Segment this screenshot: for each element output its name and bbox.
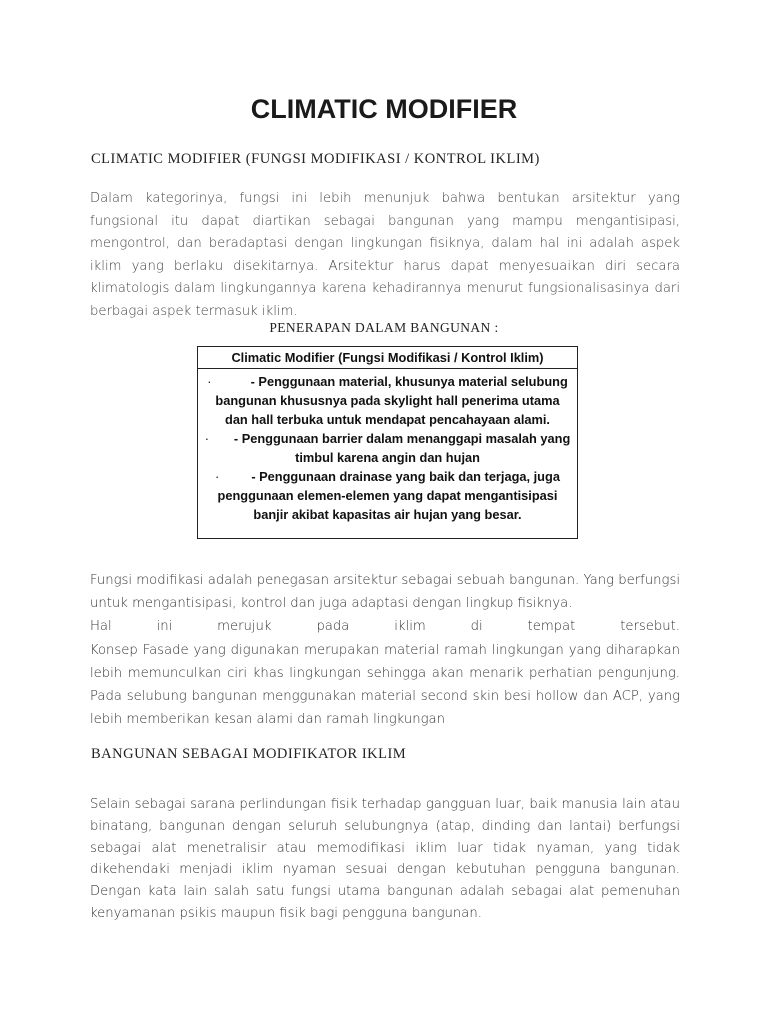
section-heading-modifikator: BANGUNAN SEBAGAI MODIFIKATOR IKLIM: [91, 746, 407, 762]
paragraph-selain: Selain sebagai sarana perlindungan fisik terhadap gangguan luar, baik manusia lain atau binatang, bangunan dengan seluruh selubungnya (atap, dinding dan lantai) berfungsi sebagai alat menetralisir atau memodifikasi iklim luar tidak nyaman, yang tidak dikehendaki menjadi iklim nyaman sesuai dengan kebutuhan pengguna bangunan. Dengan kata lain salah satu fungsi utama bangunan adalah sebagai alat pemenuhan kenyamanan psikis maupun fisik bagi pengguna bangunan.: [90, 797, 680, 921]
paragraph-line: Fungsi modifikasi adalah penegasan arsitektur sebagai sebuah bangunan. Yang berfungsi untuk mengantisipasi, kontrol dan juga adaptasi dengan lingkup fisiknya.: [90, 573, 680, 612]
word: di: [470, 619, 483, 635]
page-title: CLIMATIC MODIFIER: [250, 94, 518, 124]
bullet-icon: ·: [207, 374, 212, 389]
word: tersebut.: [620, 619, 680, 635]
paragraph-fungsi-modifikasi: [90, 569, 680, 731]
penerapan-label: PENERAPAN DALAM BANGUNAN :: [269, 320, 499, 335]
table-header: Climatic Modifier (Fungsi Modifikasi / Kontrol Iklim): [198, 347, 577, 369]
table-item-text: - Penggunaan barrier dalam menanggapi masalah yang timbul karena angin dan hujan: [233, 431, 571, 465]
table-item-text: - Penggunaan material, khusunya material selubung bangunan khususnya pada skylight hall penerima utama dan hall terbuka untuk mendapat pencahayaan alami.: [215, 374, 568, 427]
paragraph-justified-line: [90, 615, 680, 638]
word: tempat: [527, 619, 576, 635]
climatic-modifier-table: [197, 346, 578, 539]
table-item: [204, 372, 571, 429]
table-item: [204, 467, 571, 524]
word: pada: [316, 619, 350, 635]
word: iklim: [394, 619, 426, 635]
table-item: [204, 429, 571, 467]
paragraph-kategori: Dalam kategorinya, fungsi ini lebih menunjuk bahwa bentukan arsitektur yang fungsional itu dapat diartikan sebagai bangunan yang mampu mengantisipasi, mengontrol, dan beradaptasi dengan lingkungan fisiknya, dalam hal ini adalah aspek iklim yang berlaku disekitarnya. Arsitektur harus dapat menyesuaikan diri secara klimatologis dalam lingkungannya karena kehadirannya menurut fungsionalisasinya dari berbagai aspek termasuk iklim.: [90, 191, 680, 319]
bullet-icon: ·: [204, 431, 209, 446]
table-item-text: - Penggunaan drainase yang baik dan terjaga, juga penggunaan elemen-elemen yang dapat mengantisipasi banjir akibat kapasitas air hujan yang besar.: [217, 469, 560, 522]
table-body: [198, 369, 577, 524]
paragraph-line: Konsep Fasade yang digunakan merupakan material ramah lingkungan yang diharapkan lebih memunculkan ciri khas lingkungan sehingga akan menarik perhatian pengunjung. Pada selubung bangunan menggunakan material second skin besi hollow dan ACP, yang lebih memberikan kesan alami dan ramah lingkungan: [90, 642, 680, 728]
word: ini: [156, 619, 173, 635]
word: merujuk: [217, 619, 272, 635]
word: Hal: [90, 619, 112, 635]
bullet-icon: ·: [215, 469, 220, 484]
section-heading-climatic-modifier: CLIMATIC MODIFIER (FUNGSI MODIFIKASI / KONTROL IKLIM): [91, 151, 540, 167]
